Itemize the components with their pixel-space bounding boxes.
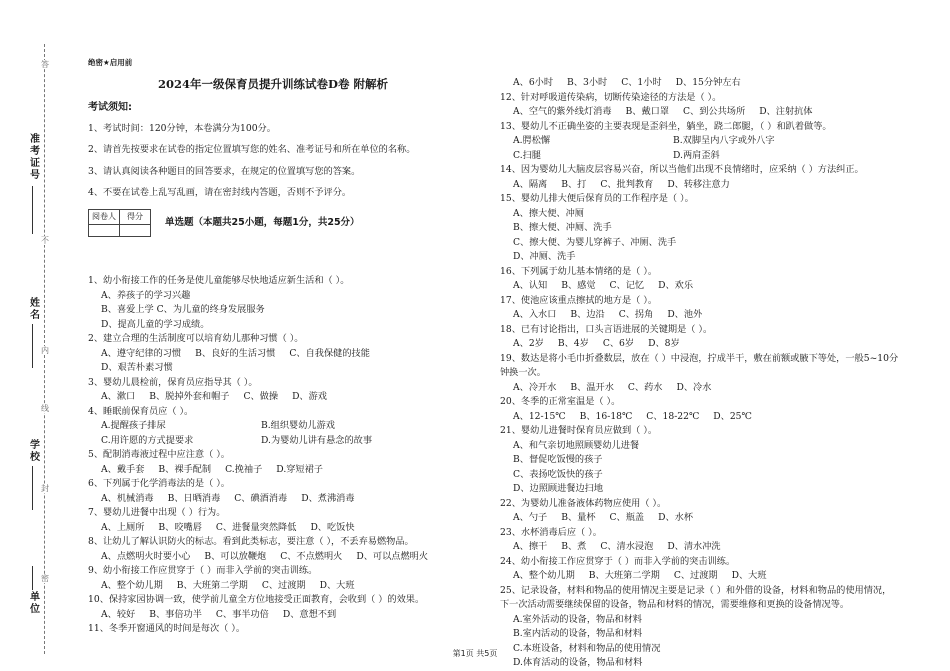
- answer-option: A、冷开水: [513, 381, 557, 393]
- question-item: [500, 497, 900, 526]
- question-item: [88, 622, 458, 637]
- answer-option: A、2岁: [513, 338, 544, 349]
- answer-option: A、上厕所: [101, 521, 145, 533]
- answer-option: D、水杯: [658, 512, 694, 523]
- question-item: [500, 163, 900, 192]
- question-text: 1、幼小衔接工作的任务是使儿童能够尽快地适应新生活和（ ）。: [88, 275, 350, 286]
- option-group: [88, 492, 458, 507]
- answer-option: D、15分钟左右: [675, 77, 741, 88]
- answer-option: B、督促吃饭慢的孩子: [513, 454, 603, 465]
- answer-option: B、温开水: [570, 381, 614, 393]
- answer-option: D、煮沸消毒: [301, 492, 355, 504]
- answer-option: C、自我保健的技能: [289, 347, 370, 359]
- answer-option: C、碘酒消毒: [234, 492, 288, 504]
- answer-option: A、点燃明火时要小心: [101, 550, 191, 562]
- option-group: [500, 439, 900, 497]
- seal-mark-inside: 内: [41, 346, 49, 355]
- answer-option: D、冷水: [676, 381, 712, 393]
- score-blank: [120, 225, 151, 237]
- answer-option: B.双脚呈内八字或外八字: [673, 135, 775, 146]
- page-footer: 第1页 共5页: [452, 649, 498, 658]
- question-text: 25、记录设备，材料和物品的使用情况主要是记录（ ）和外借的设备，材料和物品的使用情况，下一次活动需要继续保留的设备，物品和材料的情况，需要维修和更换的设备情况等。: [500, 584, 892, 610]
- question-text: 3、婴幼儿晨检前，保育员应指导其（ ）。: [88, 376, 258, 388]
- option-group: [88, 579, 458, 594]
- grader-cell: 阅卷人: [89, 209, 120, 225]
- question-list-right: [500, 91, 900, 671]
- answer-option: D、大班: [319, 579, 355, 591]
- question-item: [500, 265, 900, 294]
- option-group: [500, 337, 900, 352]
- answer-option: C、事半功倍: [215, 608, 269, 620]
- question-text: 16、下列属于幼儿基本情绪的是（ ）。: [500, 265, 658, 277]
- option-group: [500, 410, 900, 425]
- answer-option: A、较好: [101, 608, 136, 620]
- answer-option: D.为婴幼儿讲有悬念的故事: [261, 434, 373, 446]
- question-text: 12、针对呼吸道传染病，切断传染途径的方法是（ ）。: [500, 91, 722, 103]
- question-item: [88, 535, 458, 564]
- question-item: [500, 424, 900, 497]
- question-text: 19、数达是将小毛巾折叠数层，放在（ ）中浸泡，拧成半干，敷在前额或腋下等处，一般5~10分钟换一次。: [500, 352, 899, 378]
- question-item: [500, 526, 900, 555]
- seal-mark-seal: 封: [41, 484, 49, 493]
- option-group: [88, 347, 458, 376]
- answer-option: B、量杯: [561, 512, 596, 523]
- question-text: 10、保持家园协调一致，使学前儿童全方位地接受正面教育，会收到（ ）的效果。: [88, 594, 425, 605]
- answer-option: D、转移注意力: [667, 178, 730, 190]
- answer-option: A、12-15℃: [513, 410, 566, 422]
- question-item: [88, 405, 458, 449]
- question-item: [500, 294, 900, 323]
- question-item: [88, 274, 458, 332]
- answer-option: C.挽袖子: [225, 463, 263, 475]
- question-text: 8、让幼儿了解认识防火的标志。看到此类标志，要注意（ ），不丢弃易燃物品。: [88, 536, 414, 547]
- notice-item: 1、考试时间：120分钟，本卷满分为100分。: [88, 122, 276, 134]
- answer-option: C、记忆: [609, 280, 645, 291]
- option-group: [500, 511, 900, 526]
- option-group: [88, 550, 458, 565]
- option-group: [88, 521, 458, 536]
- label-exam-number: 准考证号: [30, 134, 40, 181]
- left-column: [88, 56, 458, 637]
- question-text: 21、婴幼儿进餐时保育员应做到（ ）。: [500, 425, 658, 436]
- secret-label: 绝密★启用前: [88, 58, 133, 67]
- answer-option: C.用许愿的方式提要求: [101, 434, 194, 446]
- answer-option: A、认知: [513, 280, 548, 291]
- answer-option: D.穿短裙子: [276, 463, 323, 475]
- question-text: 18、已有讨论指出，口头言语进展的关键期是（ ）。: [500, 323, 713, 335]
- answer-option: C、到公共场所: [683, 106, 746, 117]
- label-name: 姓名: [30, 298, 40, 321]
- answer-option: D、8岁: [648, 338, 680, 349]
- question-list-left: [88, 274, 458, 637]
- question-text: 4、睡眠前保育员应（ ）。: [88, 405, 194, 417]
- answer-option: A、漱口: [101, 391, 136, 402]
- answer-option: A.提醒孩子排尿: [101, 420, 166, 431]
- answer-option: C、清水浸泡: [600, 541, 654, 552]
- answer-option: D、吃饭快: [310, 521, 355, 533]
- option-group: [500, 134, 900, 163]
- answer-option: C、不点燃明火: [280, 550, 343, 562]
- answer-option: A、机械消毒: [101, 492, 154, 504]
- unit-blank: [32, 566, 33, 590]
- question-text: 9、幼小衔接工作应贯穿于（ ）而非入学前的突击训练。: [88, 565, 318, 576]
- question-item: [88, 376, 458, 405]
- answer-option: D、池外: [667, 309, 703, 320]
- answer-option: B、边沿: [570, 309, 605, 320]
- question-item: [500, 395, 900, 424]
- answer-option: D、提高儿童的学习成绩。: [101, 318, 210, 330]
- question-text: 13、婴幼儿不正确坐姿的主要表现是歪斜坐，躺坐，跷二郎腿，（ ）和趴着做等。: [500, 120, 832, 132]
- notice-item: 4、不要在试卷上乱写乱画，请在密封线内答题，否则不予评分。: [88, 187, 352, 198]
- answer-option: D.两肩歪斜: [673, 149, 720, 161]
- answer-option: D、可以点燃明火: [356, 550, 429, 562]
- seal-mark-answer: 答: [41, 60, 49, 69]
- score-table: [88, 209, 151, 238]
- answer-option: B、擦大便、冲厕、洗手: [513, 222, 612, 233]
- question-item: [88, 448, 458, 477]
- answer-option: A、整个幼儿期: [513, 570, 575, 581]
- answer-option: C、1小时: [621, 77, 662, 88]
- answer-option: B、戴口罩: [625, 106, 670, 117]
- answer-option: A、隔离: [513, 178, 548, 190]
- answer-option: A、擦干: [513, 541, 548, 552]
- label-unit: 单位: [30, 592, 40, 615]
- answer-option: A、养孩子的学习兴趣: [101, 289, 191, 301]
- score-cell: 得分: [120, 209, 151, 225]
- answer-option: B.室内活动的设备，物品和材料: [513, 628, 643, 639]
- option-group: [500, 308, 900, 323]
- answer-option: A、遵守纪律的习惯: [101, 347, 182, 359]
- option-group: [500, 105, 900, 120]
- option-group: [88, 608, 458, 623]
- question-text: 14、因为婴幼儿大脑皮层容易兴奋，所以当他们出现不良情绪时，应采纳（ ）方法纠正。: [500, 164, 864, 175]
- answer-option: B、感觉: [561, 280, 596, 291]
- answer-option: B、裸手配制: [158, 463, 212, 475]
- answer-option: B、事倍功半: [149, 608, 202, 620]
- answer-option: A、和气亲切地照顾婴幼儿进餐: [513, 439, 640, 451]
- question-text: 5、配制消毒液过程中应注意（ ）。: [88, 449, 230, 460]
- question-item: [88, 564, 458, 593]
- answer-option: A、空气的紫外线灯消毒: [513, 106, 612, 117]
- notice-heading: 考试须知:: [88, 102, 132, 113]
- answer-option: D、艰苦朴素习惯: [101, 362, 173, 373]
- answer-option: C、18-22℃: [646, 410, 700, 422]
- school-blank: [32, 466, 33, 510]
- answer-option: B、良好的生活习惯: [195, 347, 276, 359]
- answer-option: A、整个幼儿期: [101, 579, 163, 591]
- answer-option: B、4岁: [557, 338, 589, 349]
- question-item: [88, 477, 458, 506]
- right-column: [500, 76, 900, 671]
- answer-option: C、拐角: [618, 309, 654, 320]
- answer-option: C、进餐量突然降低: [215, 521, 297, 533]
- answer-option: D、欢乐: [658, 280, 694, 291]
- answer-option: C.扫腿: [513, 149, 541, 161]
- option-group: [500, 569, 900, 584]
- answer-option: B、大班第二学期: [588, 570, 660, 581]
- answer-option: A、戴手套: [101, 463, 145, 475]
- question-item: [88, 332, 458, 376]
- question-item: [88, 593, 458, 622]
- section-title: 单选题（本题共25小题，每题1分，共25分）: [165, 216, 360, 228]
- answer-option: C、批判教育: [600, 178, 654, 190]
- option-group: [500, 381, 900, 396]
- question-item: [500, 192, 900, 265]
- answer-option: C.本班设备，材料和物品的使用情况: [513, 642, 661, 654]
- option-group: [500, 207, 900, 265]
- question-item: [88, 506, 458, 535]
- answer-option: D.体育活动的设备，物品和材料: [513, 657, 643, 668]
- option-group: [500, 178, 900, 193]
- option-group: [500, 613, 900, 671]
- question-11-options: [500, 76, 900, 91]
- option-group: [88, 463, 458, 478]
- answer-option: B.组织婴幼儿游戏: [261, 420, 335, 431]
- answer-option: B、大班第二学期: [176, 579, 248, 591]
- question-text: 23、水杯消毒后应（ ）。: [500, 526, 602, 538]
- answer-option: D、意想不到: [282, 608, 337, 620]
- answer-option: A、6小时: [513, 77, 554, 88]
- question-text: 6、下列属于化学消毒法的是（ ）。: [88, 478, 230, 489]
- question-text: 20、冬季的正常室温是（ ）。: [500, 396, 621, 407]
- answer-option: B、日晒消毒: [167, 492, 221, 504]
- answer-option: C、做操: [243, 391, 279, 402]
- answer-option: D、游戏: [292, 391, 327, 402]
- option-group: [88, 390, 458, 405]
- answer-option: B、咬嘴唇: [158, 521, 202, 533]
- question-text: 22、为婴幼儿准备液体药物应使用（ ）。: [500, 497, 667, 509]
- score-row: [88, 209, 458, 238]
- page-title: 2024年一级保育员提升训练试卷D卷 附解析: [158, 76, 388, 91]
- notice-item: 3、请认真阅读各种题目的回答要求，在规定的位置填写您的答案。: [88, 165, 361, 177]
- answer-option: B、可以放鞭炮: [204, 550, 267, 562]
- exam-number-blank: [32, 186, 33, 234]
- option-group: [88, 419, 458, 448]
- answer-option: D、边照顾进餐边扫地: [513, 483, 604, 494]
- answer-option: B、脱掉外套和帽子: [149, 391, 230, 402]
- answer-option: C、擦大便、为婴儿穿裤子、冲厕、洗手: [513, 236, 677, 248]
- answer-option: D、25℃: [713, 410, 752, 422]
- answer-option: C、6岁: [602, 338, 635, 349]
- question-text: 11、冬季开窗通风的时间是每次（ ）。: [88, 623, 246, 634]
- answer-option: C、过渡期: [261, 579, 306, 591]
- question-text: 17、使池应该重点擦拭的地方是（ ）。: [500, 294, 658, 306]
- answer-option: A、擦大便、冲厕: [513, 207, 584, 219]
- answer-option: B、打: [561, 178, 587, 190]
- label-school: 学校: [30, 440, 40, 463]
- question-text: 7、婴幼儿进餐中出现（ ）行为。: [88, 507, 226, 518]
- binding-margin: [0, 0, 62, 671]
- answer-option: B、16-18℃: [579, 410, 633, 422]
- answer-option: D、清水冲洗: [667, 541, 721, 552]
- seal-mark-not: 不: [41, 236, 49, 245]
- seal-mark-secret: 密: [41, 574, 49, 583]
- answer-option: B、喜爱上学 C、为儿童的终身发展服务: [101, 304, 265, 315]
- answer-option: D、大班: [731, 570, 767, 581]
- option-group: [500, 540, 900, 555]
- answer-option: D、注射抗体: [759, 106, 813, 117]
- answer-option: B、3小时: [567, 77, 608, 88]
- name-blank: [32, 324, 33, 368]
- question-item: [500, 555, 900, 584]
- option-group: [500, 279, 900, 294]
- answer-option: A、入水口: [513, 309, 557, 320]
- answer-option: A、勺子: [513, 512, 548, 523]
- question-text: 15、婴幼儿排大便后保育员的工作程序是（ ）。: [500, 193, 694, 204]
- question-text: 2、建立合理的生活制度可以培育幼儿那种习惯（ ）。: [88, 333, 304, 344]
- answer-option: C、药水: [627, 381, 663, 393]
- question-item: [500, 323, 900, 352]
- answer-option: A.室外活动的设备，物品和材料: [513, 613, 642, 625]
- seal-mark-line: 线: [41, 404, 49, 413]
- option-group: [88, 289, 458, 333]
- grader-blank: [89, 225, 120, 237]
- question-item: [500, 91, 900, 120]
- notice-item: 2、请首先按要求在试卷的指定位置填写您的姓名、准考证号和所在单位的名称。: [88, 144, 416, 155]
- answer-option: C、瓶盖: [609, 512, 645, 523]
- answer-option: A.腭松懈: [513, 135, 551, 146]
- answer-option: D、冲厕、洗手: [513, 251, 576, 262]
- spacer: [88, 243, 458, 274]
- answer-option: C、过渡期: [673, 570, 718, 581]
- question-item: [500, 352, 900, 396]
- question-item: [500, 120, 900, 164]
- question-text: 24、幼小衔接工作应贯穿于（ ）而非入学前的突击训练。: [500, 555, 736, 567]
- answer-option: C、表扬吃饭快的孩子: [513, 468, 603, 480]
- answer-option: B、煮: [561, 541, 587, 552]
